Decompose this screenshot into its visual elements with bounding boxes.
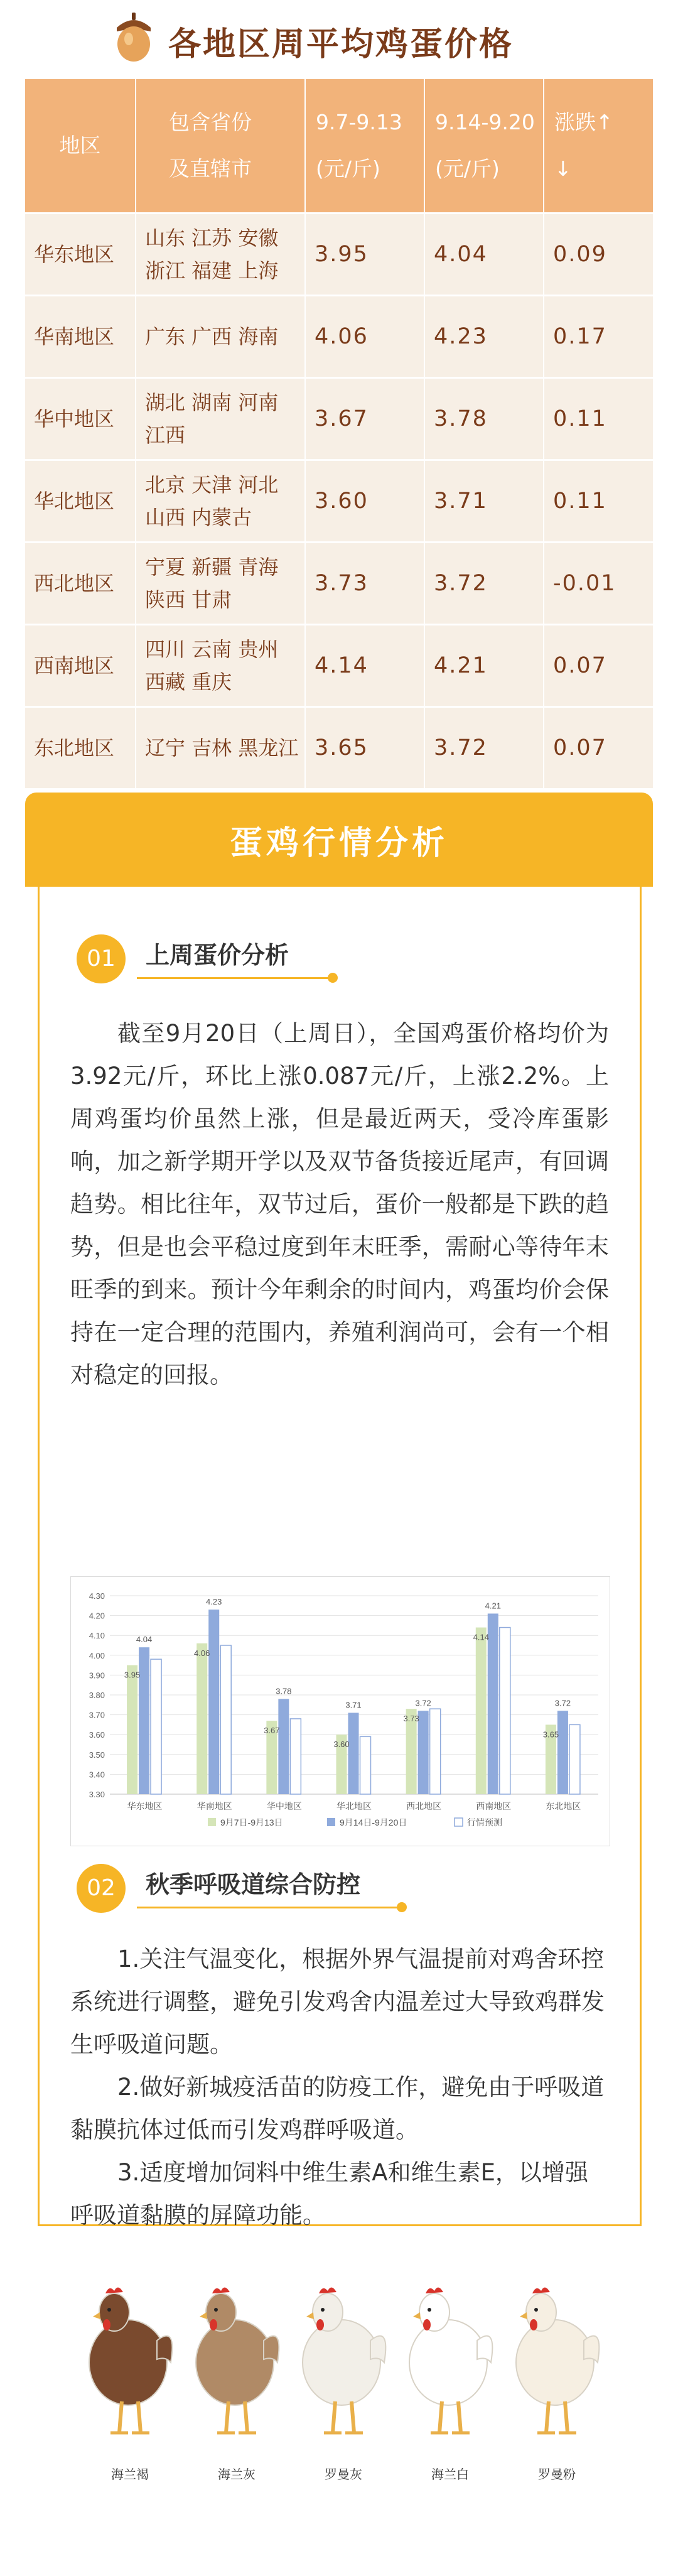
table-row: [25, 296, 653, 378]
section2-item-2: 2.做好新城疫活苗的防疫工作，避免由于呼吸道黏膜抗体过低而引发鸡群呼吸道。: [70, 2074, 605, 2143]
chart-svg: [71, 1577, 610, 1846]
cell-prev: 4.14: [305, 625, 424, 707]
chart-x-tick-label: 华中地区: [266, 1801, 302, 1811]
section2-underline: [137, 1907, 401, 1908]
section1-paragraph: 截至9月20日（上周日），全国鸡蛋价格均价为3.92元/斤，环比上涨0.087元/斤，上涨2.2%。上周鸡蛋均价虽然上涨，但是最近两天，受冷库蛋影响，加之新学期开学以及双节备货接近尾声，有回调趋势。相比往年，双节过后，蛋价一般都是下跌的趋势，但是也会平稳过度到年末旺季，需耐心等待年末旺季的到来。预计今年剩余的时间内，鸡蛋均价会保持在一定合理的范围内，养殖利润尚可，会有一个相对稳定的回报。: [70, 1020, 609, 1388]
section1-number-badge: 01: [77, 934, 126, 983]
chart-bar: [348, 1713, 359, 1794]
chart-legend-swatch: [208, 1818, 216, 1826]
cell-change: -0.01: [544, 543, 653, 625]
section1-title: 上周蛋价分析: [146, 941, 289, 969]
chart-bar: [127, 1665, 137, 1794]
chart-data-label: 3.71: [345, 1700, 362, 1710]
chart-y-tick-label: 3.90: [89, 1670, 105, 1680]
cell-curr: 4.23: [424, 296, 544, 378]
cell-prev: 3.95: [305, 214, 424, 296]
chart-y-tick-label: 3.60: [89, 1730, 105, 1740]
chart-y-tick-label: 4.20: [89, 1611, 105, 1621]
header-curr-week: 9.14-9.20 (元/斤): [424, 79, 544, 214]
cell-provinces: 四川 云南 贵州 西藏 重庆: [136, 625, 305, 707]
table-row: [25, 214, 653, 296]
chart-data-label: 4.23: [206, 1597, 222, 1607]
cell-region: 西北地区: [25, 543, 136, 625]
cell-provinces: 北京 天津 河北 山西 内蒙古: [136, 460, 305, 543]
chicken-label: 海兰白: [431, 2467, 469, 2482]
section1-underline: [137, 977, 331, 979]
chart-bar: [208, 1610, 219, 1794]
chart-x-tick-label: 西南地区: [476, 1801, 512, 1811]
chart-data-label: 4.06: [194, 1648, 210, 1658]
chicken-image: [403, 2231, 497, 2457]
chart-legend-swatch: [327, 1818, 335, 1826]
cell-change: 0.09: [544, 214, 653, 296]
cell-curr: 3.78: [424, 378, 544, 460]
chart-data-label: 3.78: [276, 1686, 292, 1696]
chart-y-tick-label: 4.00: [89, 1650, 105, 1660]
cell-curr: 4.21: [424, 625, 544, 707]
cell-curr: 3.71: [424, 460, 544, 543]
cell-change: 0.17: [544, 296, 653, 378]
chart-bar: [488, 1613, 498, 1794]
section1-dot: [328, 973, 338, 983]
section2-number-badge: 02: [77, 1864, 126, 1913]
cell-region: 华东地区: [25, 214, 136, 296]
page-header: [0, 0, 678, 75]
chart-bar: [418, 1711, 429, 1794]
chicken-label: 海兰灰: [218, 2467, 256, 2482]
chart-bar: [360, 1736, 371, 1794]
table-row: [25, 460, 653, 543]
table-row: [25, 707, 653, 789]
chicken-label: 罗曼粉: [538, 2467, 576, 2482]
chicken-breeds: [70, 2231, 610, 2501]
chart-data-label: 4.14: [473, 1632, 489, 1642]
chart-data-label: 3.73: [403, 1714, 419, 1724]
chart-x-tick-label: 华北地区: [336, 1801, 372, 1811]
chart-bar: [220, 1645, 231, 1794]
header-prev-week: 9.7-9.13 (元/斤): [305, 79, 424, 214]
cell-change: 0.07: [544, 707, 653, 789]
chart-y-tick-label: 3.80: [89, 1691, 105, 1700]
chart-data-label: 3.72: [554, 1698, 571, 1708]
chart-x-tick-label: 华南地区: [196, 1801, 232, 1811]
chart-bar: [139, 1647, 149, 1794]
cell-curr: 3.72: [424, 707, 544, 789]
chart-y-tick-label: 3.30: [89, 1790, 105, 1799]
cell-curr: 3.72: [424, 543, 544, 625]
acorn-egg-icon: [110, 9, 157, 64]
price-table: [25, 79, 653, 788]
chart-y-tick-label: 3.70: [89, 1710, 105, 1720]
header-provinces: 包含省份 及直辖市: [136, 79, 305, 214]
table-row: [25, 378, 653, 460]
section2-item-1: 1.关注气温变化，根据外界气温提前对鸡舍环控系统进行调整，避免引发鸡舍内温差过大导致鸡群发生呼吸道问题。: [70, 1946, 605, 2058]
chart-y-tick-label: 4.30: [89, 1591, 105, 1601]
cell-region: 华中地区: [25, 378, 136, 460]
page-title: 各地区周平均鸡蛋价格: [168, 26, 514, 63]
chicken-label: 海兰褐: [111, 2467, 149, 2482]
chart-bar: [278, 1699, 289, 1794]
cell-provinces: 湖北 湖南 河南 江西: [136, 378, 305, 460]
cell-provinces: 广东 广西 海南: [136, 296, 305, 378]
chart-data-label: 3.60: [333, 1740, 350, 1750]
chart-bar: [569, 1724, 580, 1794]
chart-bar: [290, 1719, 301, 1794]
section2-item-3: 3.适度增加饲料中维生素A和维生素E，以增强呼吸道黏膜的屏障功能。: [70, 2159, 588, 2229]
chart-data-label: 3.72: [415, 1698, 431, 1708]
chart-data-label: 4.04: [136, 1635, 153, 1645]
chicken-image: [296, 2231, 390, 2457]
chart-y-tick-label: 3.50: [89, 1750, 105, 1760]
chart-y-tick-label: 3.40: [89, 1770, 105, 1780]
cell-prev: 3.60: [305, 460, 424, 543]
chart-legend-label: 9月7日-9月13日: [220, 1817, 283, 1827]
cell-prev: 3.65: [305, 707, 424, 789]
chart-bar: [500, 1628, 510, 1794]
chart-bar: [151, 1659, 161, 1794]
chicken-image: [510, 2231, 604, 2457]
chart-y-tick-label: 4.10: [89, 1631, 105, 1641]
header-region: 地区: [25, 79, 136, 214]
cell-region: 西南地区: [25, 625, 136, 707]
cell-curr: 4.04: [424, 214, 544, 296]
chart-legend-label: 行情预测: [467, 1817, 502, 1827]
cell-prev: 3.73: [305, 543, 424, 625]
cell-change: 0.11: [544, 378, 653, 460]
cell-prev: 4.06: [305, 296, 424, 378]
cell-provinces: 辽宁 吉林 黑龙江: [136, 707, 305, 789]
table-row: [25, 625, 653, 707]
chart-legend-swatch: [455, 1818, 463, 1826]
cell-region: 华南地区: [25, 296, 136, 378]
price-bar-chart: [70, 1576, 610, 1846]
cell-provinces: 山东 江苏 安徽 浙江 福建 上海: [136, 214, 305, 296]
chart-legend-label: 9月14日-9月20日: [340, 1817, 407, 1827]
cell-change: 0.11: [544, 460, 653, 543]
cell-change: 0.07: [544, 625, 653, 707]
table-row: [25, 543, 653, 625]
section2-dot: [397, 1902, 407, 1912]
banner-title: 蛋鸡行情分析: [229, 825, 448, 862]
chart-bar: [430, 1709, 441, 1794]
chart-bar: [196, 1643, 207, 1794]
chart-data-label: 3.65: [542, 1729, 559, 1740]
chart-x-tick-label: 西北地区: [406, 1801, 442, 1811]
chicken-label: 罗曼灰: [325, 2467, 362, 2482]
chicken-image: [83, 2231, 177, 2457]
chart-data-label: 4.21: [485, 1601, 501, 1611]
chart-x-tick-label: 华东地区: [127, 1801, 163, 1811]
analysis-banner: [25, 793, 653, 887]
chart-x-tick-label: 东北地区: [546, 1801, 581, 1811]
cell-provinces: 宁夏 新疆 青海 陕西 甘肃: [136, 543, 305, 625]
cell-region: 华北地区: [25, 460, 136, 543]
table-header-row: [25, 79, 653, 214]
chart-data-label: 3.95: [124, 1670, 141, 1680]
cell-prev: 3.67: [305, 378, 424, 460]
chicken-image: [190, 2231, 284, 2457]
chart-data-label: 3.67: [264, 1726, 280, 1736]
chart-bar: [476, 1628, 487, 1794]
header-change: 涨跌↑ ↓: [544, 79, 653, 214]
chart-bar: [557, 1711, 568, 1794]
section2-title: 秋季呼吸道综合防控: [146, 1871, 361, 1898]
cell-region: 东北地区: [25, 707, 136, 789]
